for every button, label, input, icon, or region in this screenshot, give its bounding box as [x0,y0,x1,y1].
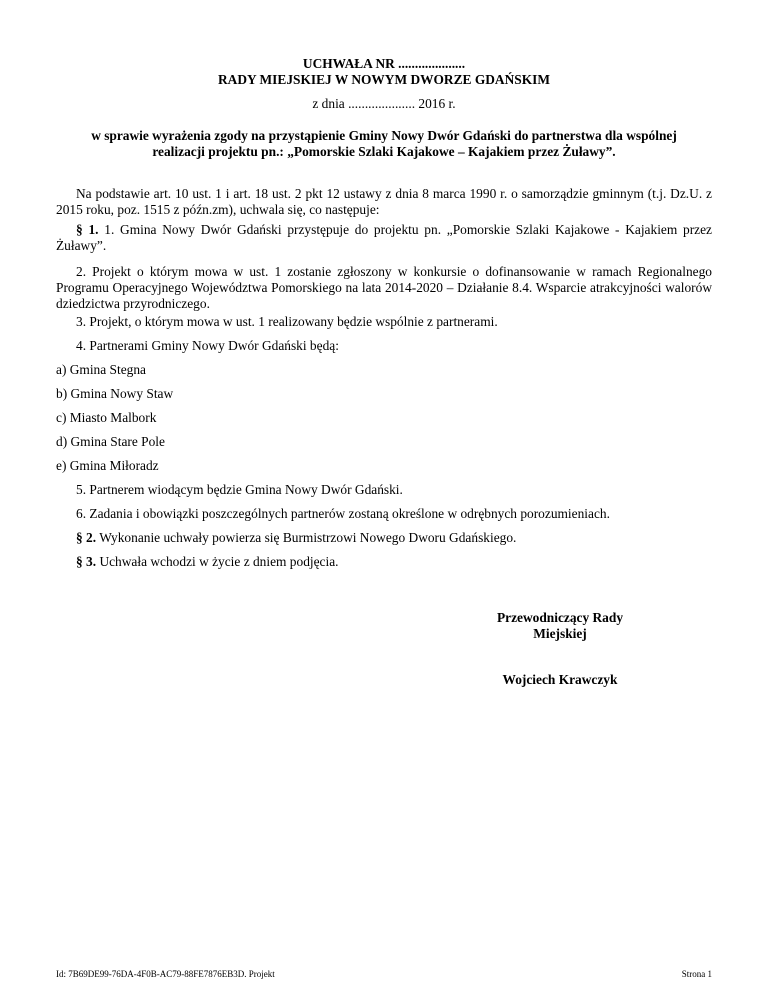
paragraph-2 [56,530,712,546]
resolution-number-title: UCHWAŁA NR .................... [302,56,466,71]
signatory-name: Wojciech Krawczyk [502,672,618,687]
point-3: 3. Projekt, o którym mowa w ust. 1 realizowany będzie wspólnie z partnerami. [76,314,498,329]
partner-item: a) Gmina Stegna [56,362,146,377]
paragraph-2-label: § 2. [76,530,97,545]
council-name-title: RADY MIEJSKIEJ W NOWYM DWORZE GDAŃSKIM [218,72,550,87]
page-number-footer: Strona 1 [681,969,712,979]
partner-item: e) Gmina Miłoradz [56,458,159,473]
point-4: 4. Partnerami Gminy Nowy Dwór Gdański będą: [76,338,339,353]
point-6: 6. Zadania i obowiązki poszczególnych partnerów zostaną określone w odrębnych porozumieniach. [76,506,610,521]
paragraph-1-label: § 1. [76,222,99,237]
signatory-role-line-2: Miejskiej [533,626,587,641]
subject-line-2: realizacji projektu pn.: „Pomorskie Szlaki Kajakowe – Kajakiem przez Żuławy”. [152,144,616,159]
resolution-subject [56,128,712,160]
paragraph-3-label: § 3. [76,554,97,569]
document-id-footer: Id: 7B69DE99-76DA-4F0B-AC79-88FE7876EB3D. Projekt [56,969,275,979]
paragraph-2-text: Wykonanie uchwały powierza się Burmistrzowi Nowego Dworu Gdańskiego. [96,530,517,545]
subject-line-1: w sprawie wyrażenia zgody na przystąpienie Gminy Nowy Dwór Gdański do partnerstwa dla wspólnej [91,128,677,143]
paragraph-3-text: Uchwała wchodzi w życie z dniem podjęcia. [96,554,339,569]
resolution-date: z dnia .................... 2016 r. [312,96,456,111]
signatory-role-line-1: Przewodniczący Rady [496,610,624,625]
point-5: 5. Partnerem wiodącym będzie Gmina Nowy Dwór Gdański. [76,482,403,497]
partner-item: b) Gmina Nowy Staw [56,386,174,401]
point-2: 2. Projekt o którym mowa w ust. 1 zostanie zgłoszony w konkursie o dofinansowanie w ramach Regionalnego Programu Operacyjnego Województwa Pomorskiego na lata 2014-2020 – Działanie 8.4. Wsparcie atrakcyjności walorów dziedzictwa przyrodniczego. [56,264,712,311]
paragraph-1 [56,222,712,254]
partner-item: d) Gmina Stare Pole [56,434,165,449]
paragraph-3 [56,554,712,570]
paragraph-1-text: 1. Gmina Nowy Dwór Gdański przystępuje do projektu pn. „Pomorskie Szlaki Kajakowe - Kajakiem przez Żuławy”. [56,222,713,253]
legal-basis-paragraph: Na podstawie art. 10 ust. 1 i art. 18 ust. 2 pkt 12 ustawy z dnia 8 marca 1990 r. o samorządzie gminnym (t.j. Dz.U. z 2015 roku, poz. 1515 z późn.zm), uchwala się, co następuje: [56,186,712,217]
partner-item: c) Miasto Malbork [56,410,157,425]
